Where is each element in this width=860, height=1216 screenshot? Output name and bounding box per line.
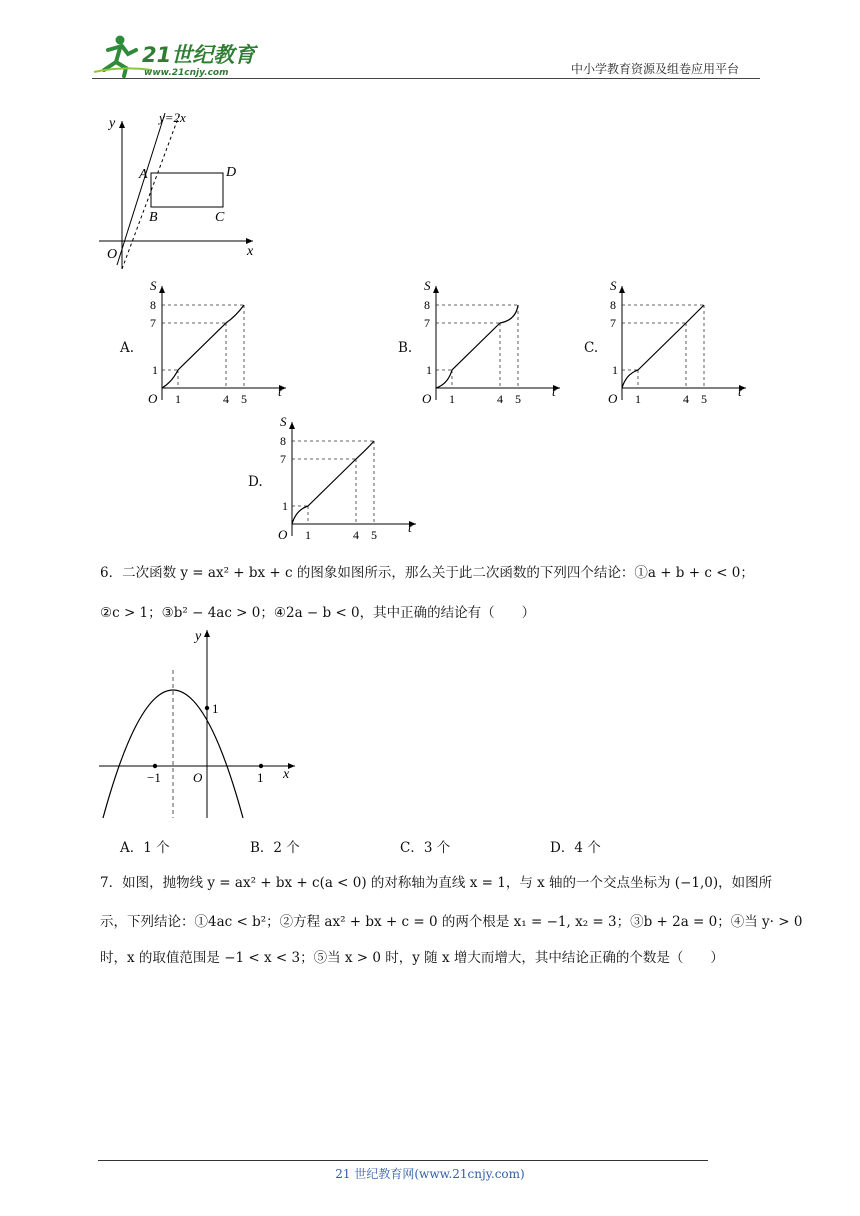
axis-label-s: S — [610, 278, 617, 293]
y-tick-8: 8 — [610, 298, 616, 312]
footer-rule — [98, 1160, 708, 1161]
fig-label-D: D — [226, 165, 237, 180]
x-tick-4: 4 — [353, 528, 359, 542]
y-tick-1: 1 — [426, 363, 432, 377]
header-platform-text: 中小学教育资源及组卷应用平台 — [571, 62, 740, 76]
header-rule — [92, 78, 760, 79]
origin-label: O — [608, 391, 618, 406]
q7-line-2: 示，下列结论：①4ac < b²；②方程 ax² + bx + c = 0 的两个根是 x₁ = −1, x₂ = 3；③b + 2a = 0；④当 y· > 0 — [100, 914, 803, 930]
q6-parabola-graph — [95, 622, 305, 822]
graph-label-x: x — [283, 767, 290, 782]
st-graph — [276, 412, 421, 547]
q5-option-a — [118, 276, 288, 411]
q5-top-figure — [95, 105, 265, 275]
q7-line-3: 时，x 的取值范围是 −1 < x < 3；⑤当 x > 0 时，y 随 x 增大而增大，其中结论正确的个数是（ ） — [100, 950, 724, 966]
axis-label-t: t — [278, 384, 282, 399]
q5-option-d — [248, 412, 418, 547]
logo-text: 21世纪教育 — [142, 43, 256, 67]
y-tick-8: 8 — [424, 298, 430, 312]
q5-option-b — [398, 276, 568, 411]
q6-choice-d: D．4 个 — [550, 840, 601, 856]
logo — [92, 32, 262, 80]
x-tick-5: 5 — [241, 392, 247, 406]
graph-label-neg1: −1 — [147, 770, 161, 785]
x-tick-1: 1 — [175, 392, 181, 406]
x-tick-4: 4 — [683, 392, 689, 406]
x-tick-5: 5 — [701, 392, 707, 406]
option-letter: D. — [248, 474, 263, 490]
q6-choice-b: B．2 个 — [250, 840, 300, 856]
axis-label-s: S — [424, 278, 431, 293]
header — [0, 0, 860, 90]
y-tick-7: 7 — [424, 316, 430, 330]
x-tick-1: 1 — [305, 528, 311, 542]
origin-label: O — [278, 527, 288, 542]
x-tick-1: 1 — [635, 392, 641, 406]
axis-label-s: S — [280, 414, 287, 429]
q6-choice-a: A．1 个 — [120, 840, 170, 856]
q6-line-1: 6．二次函数 y = ax² + bx + c 的图象如图所示，那么关于此二次函数的下列四个结论：①a + b + c < 0； — [100, 565, 754, 581]
fig-label-y: y — [109, 116, 116, 131]
fig-label-O: O — [107, 247, 118, 262]
graph-label-y: y — [195, 629, 202, 644]
logo-url: www.21cnjy.com — [144, 68, 229, 78]
graph-label-one-x: 1 — [257, 770, 264, 785]
y-tick-1: 1 — [612, 363, 618, 377]
fig-label-C: C — [215, 210, 225, 225]
fig-label-A: A — [139, 167, 148, 182]
x-tick-4: 4 — [223, 392, 229, 406]
origin-label: O — [422, 391, 432, 406]
origin-label: O — [148, 391, 158, 406]
q6-line-2: ②c > 1；③b² − 4ac > 0；④2a − b < 0，其中正确的结论有（ ） — [100, 605, 536, 621]
x-tick-1: 1 — [449, 392, 455, 406]
axis-label-t: t — [738, 384, 742, 399]
graph-label-O: O — [193, 770, 203, 785]
y-tick-8: 8 — [150, 298, 156, 312]
fig-label-line: y=2x — [159, 110, 186, 125]
axis-label-t: t — [408, 520, 412, 535]
option-letter: C. — [584, 340, 599, 356]
y-tick-1: 1 — [282, 499, 288, 513]
footer-text: 21 世纪教育网(www.21cnjy.com) — [335, 1167, 525, 1181]
y-tick-7: 7 — [280, 452, 286, 466]
st-graph — [146, 276, 291, 411]
axis-label-s: S — [150, 278, 157, 293]
axis-label-t: t — [552, 384, 556, 399]
q6-choice-c: C．3 个 — [400, 840, 451, 856]
q5-option-c — [584, 276, 754, 411]
y-tick-8: 8 — [280, 434, 286, 448]
option-letter: A. — [120, 340, 135, 356]
st-graph — [420, 276, 565, 411]
x-tick-5: 5 — [515, 392, 521, 406]
fig-label-B: B — [149, 210, 158, 225]
fig-label-x: x — [247, 244, 254, 259]
graph-label-one-y: 1 — [212, 701, 219, 716]
y-tick-1: 1 — [152, 363, 158, 377]
y-tick-7: 7 — [610, 316, 616, 330]
st-graph — [606, 276, 751, 411]
x-tick-4: 4 — [497, 392, 503, 406]
q7-line-1: 7．如图，抛物线 y = ax² + bx + c(a < 0) 的对称轴为直线 x = 1，与 x 轴的一个交点坐标为 (−1,0)，如图所 — [100, 875, 773, 891]
y-tick-7: 7 — [150, 316, 156, 330]
option-letter: B. — [398, 340, 413, 356]
x-tick-5: 5 — [371, 528, 377, 542]
